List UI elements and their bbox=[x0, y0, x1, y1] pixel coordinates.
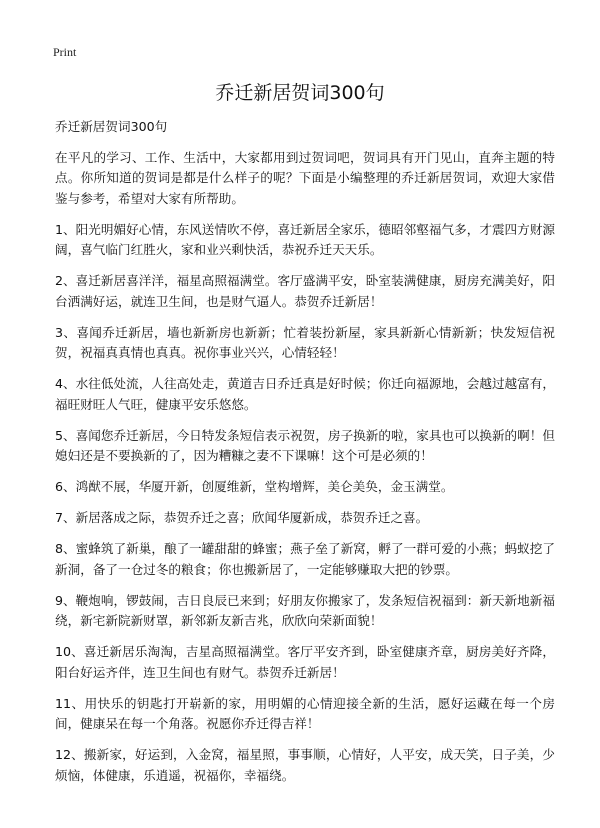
list-item: 11、用快乐的钥匙打开崭新的家，用明媚的心情迎接全新的生活，愿好运藏在每一个房间，健康呆在每一个角落。祝愿你乔迁得吉祥！ bbox=[55, 695, 555, 731]
list-item: 12、搬新家，好运到，入金窝，福星照，事事顺，心情好，人平安，成天笑，日子美，少烦恼，体健康，乐逍遥，祝福你，幸福绕。 bbox=[55, 747, 555, 783]
list-item: 8、蜜蜂筑了新巢，酿了一罐甜甜的蜂蜜；燕子垒了新窝，孵了一群可爱的小燕；蚂蚁挖了新洞，备了一仓过冬的粮食；你也搬新居了，一定能够赚取大把的钞票。 bbox=[55, 541, 555, 577]
list-item: 3、喜闻乔迁新居，墙也新新房也新新；忙着装扮新屋，家具新新心情新新；快发短信祝贺，祝福真真情也真真。祝你事业兴兴，心情轻轻！ bbox=[55, 324, 555, 360]
list-item: 5、喜闻您乔迁新居，今日特发条短信表示祝贺，房子换新的啦，家具也可以换新的啊！但媳妇还是不要换新的了，因为糟糠之妻不下课嘛！这个可是必须的！ bbox=[55, 427, 555, 463]
list-item: 1、阳光明媚好心情，东风送情吹不停，喜迁新居全家乐，德昭邻壑福气多，才震四方财源阔，喜气临门红胜火，家和业兴剩快活，恭祝乔迁天天乐。 bbox=[55, 221, 555, 257]
list-item: 4、水往低处流，人往高处走，黄道吉日乔迁真是好时候；你迁向福源地，会越过越富有，福旺财旺人气旺，健康平安乐悠悠。 bbox=[55, 376, 555, 412]
page-title: 乔迁新居贺词300句 bbox=[215, 82, 385, 104]
list-item: 6、鸿猷不展，华厦开新，创厦维新，堂构增辉，美仑美奂，金玉满堂。 bbox=[55, 479, 454, 494]
list-item: 9、鞭炮响，锣鼓闹，吉日良辰已来到；好朋友你搬家了，发条短信祝福到：新天新地新福绕，新宅新院新财罩，新邻新友新吉兆，欣欣向荣新面貌！ bbox=[55, 592, 555, 628]
intro-paragraph: 在平凡的学习、工作、生活中，大家都用到过贺词吧，贺词具有开门见山，直奔主题的特点。你所知道的贺词是都是什么样子的呢？下面是小编整理的乔迁新居贺词，欢迎大家借鉴与参考，希望对大家有所帮助。 bbox=[55, 149, 555, 206]
print-link[interactable]: Print bbox=[53, 45, 77, 59]
article-subtitle: 乔迁新居贺词300句 bbox=[55, 119, 168, 134]
article-body bbox=[55, 117, 555, 797]
list-item: 2、喜迁新居喜洋洋，福星高照福满堂。客厅盛满平安，卧室装满健康，厨房充满美好，阳台洒满好运，就连卫生间，也是财气逼人。恭贺乔迁新居！ bbox=[55, 273, 555, 309]
list-item: 10、喜迁新居乐淘淘，吉星高照福满堂。客厅平安齐到，卧室健康齐章，厨房美好齐降，阳台好运齐伴，连卫生间也有财气。恭贺乔迁新居！ bbox=[55, 644, 555, 680]
list-item: 7、新居落成之际，恭贺乔迁之喜；欣闻华厦新成，恭贺乔迁之喜。 bbox=[55, 510, 429, 525]
